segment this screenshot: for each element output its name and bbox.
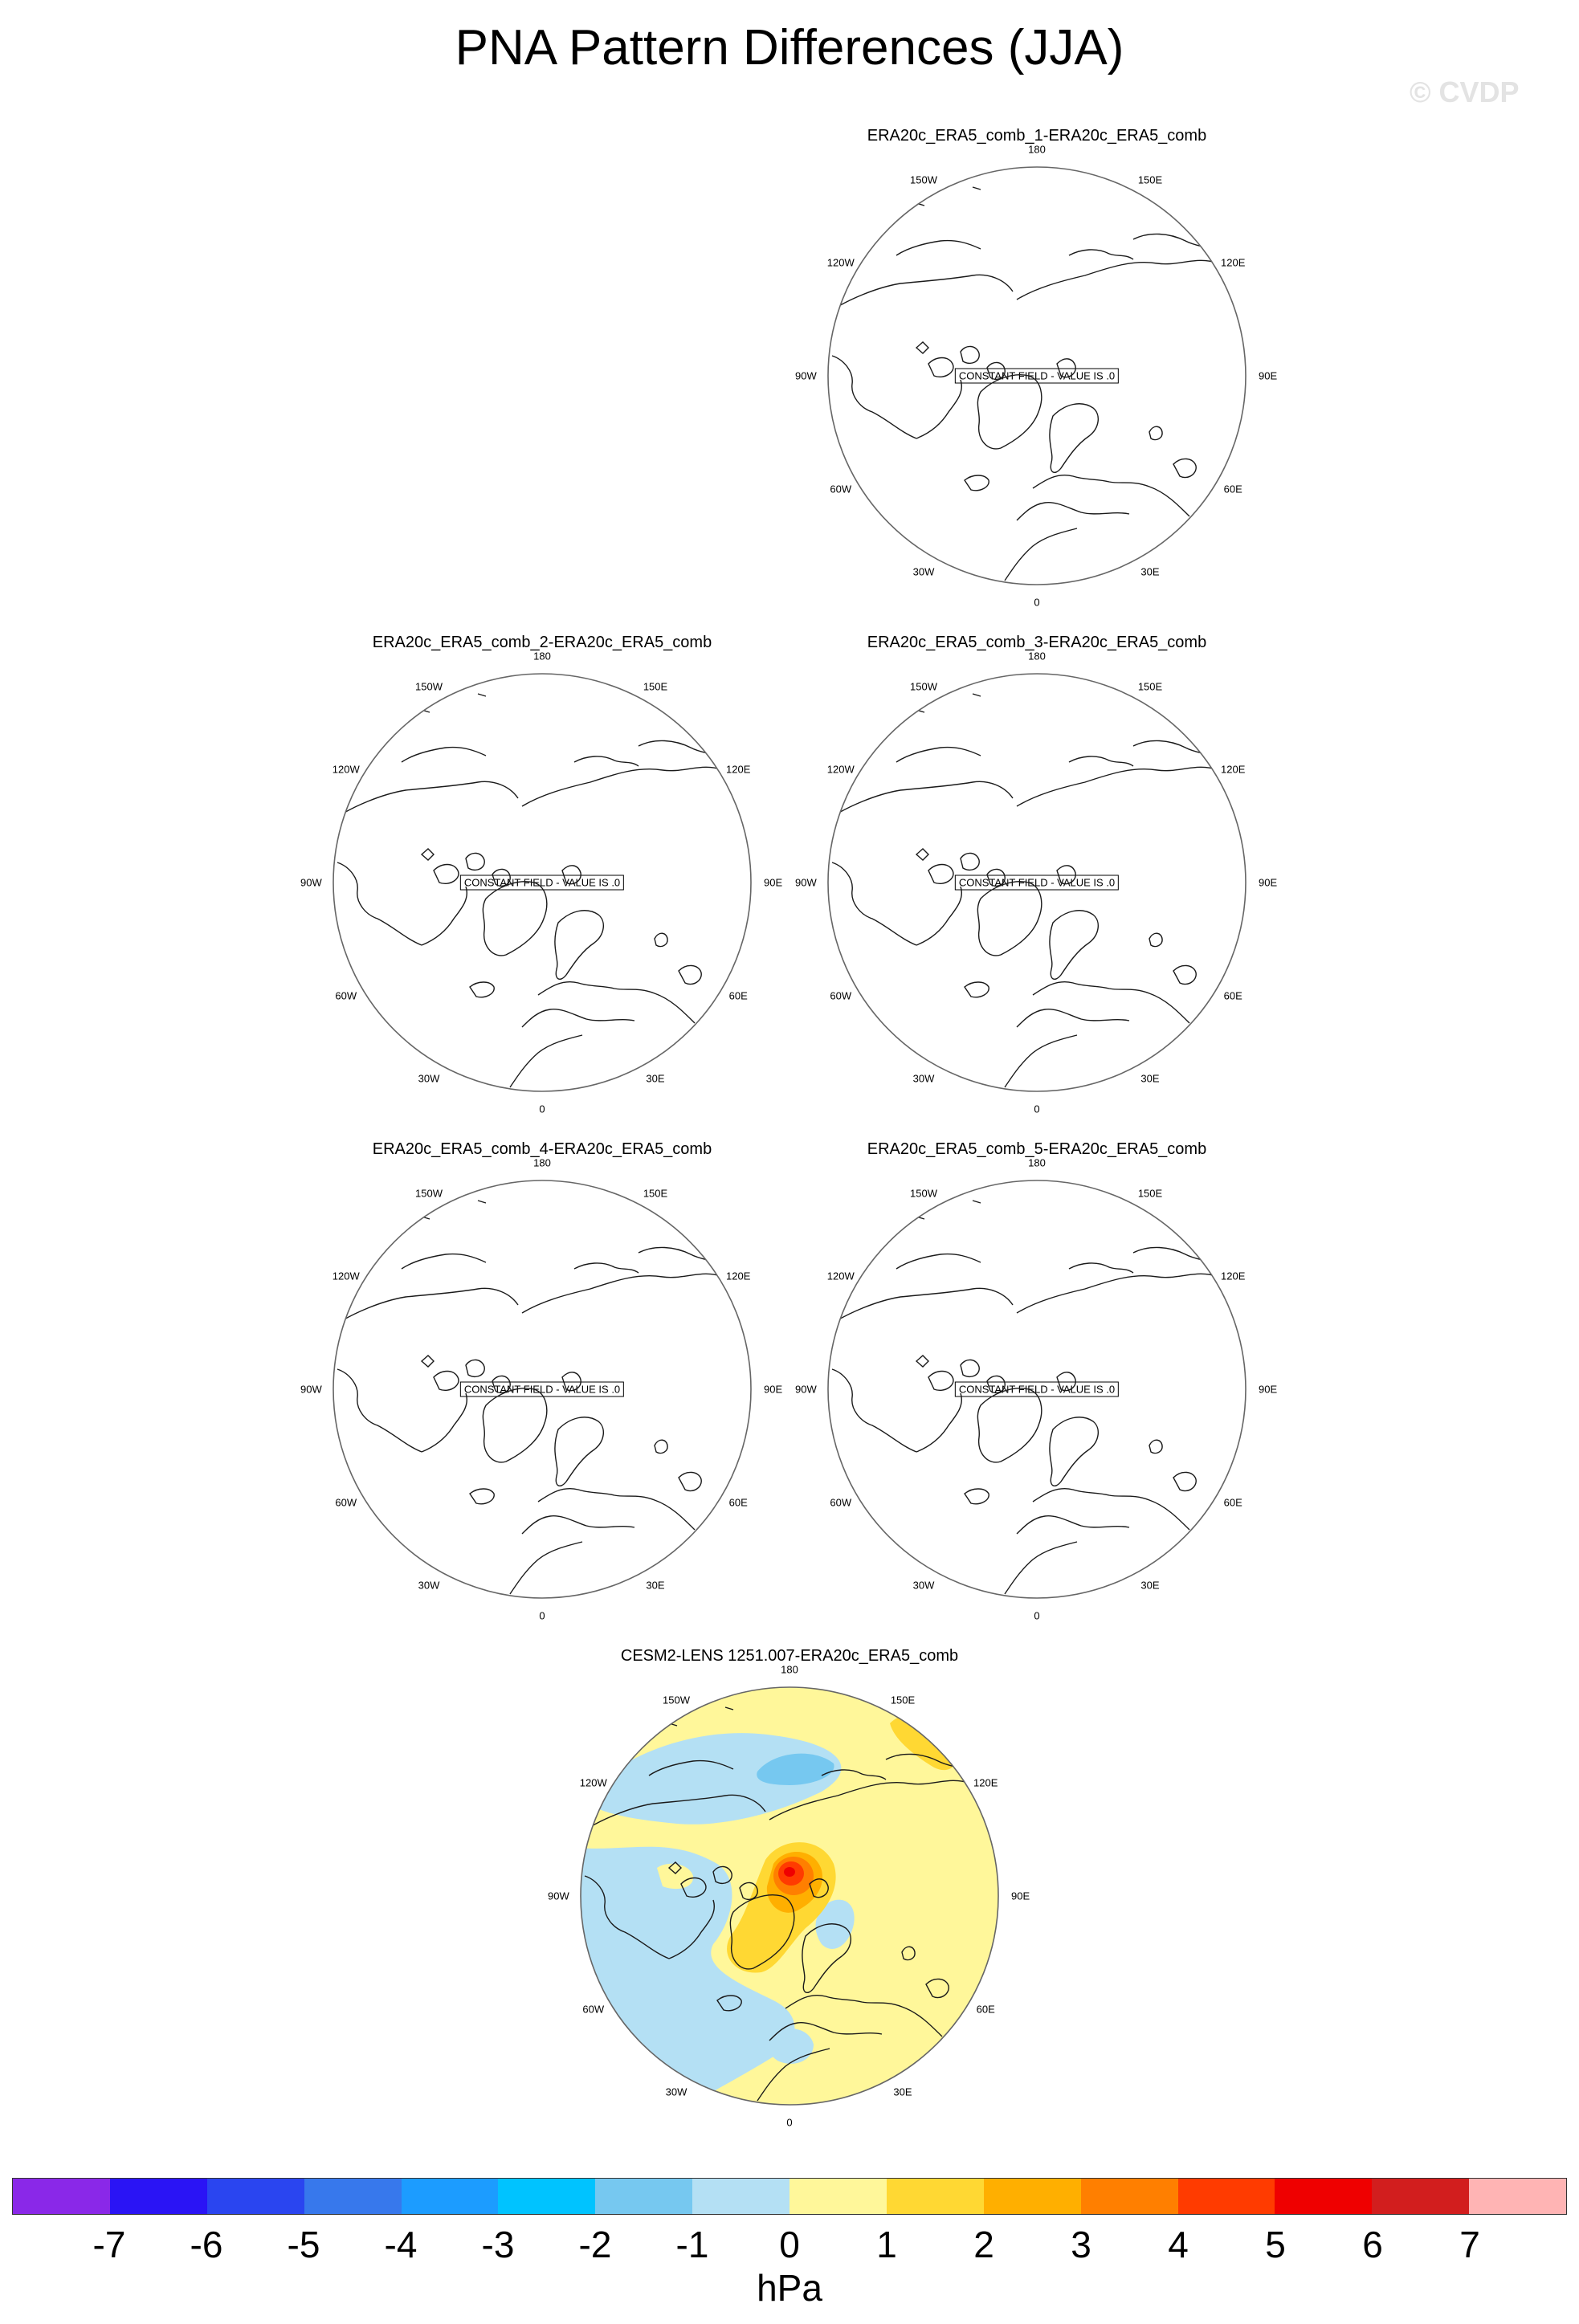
- longitude-label: 180: [533, 650, 551, 663]
- longitude-label: 180: [533, 1156, 551, 1169]
- longitude-label: 30W: [912, 1579, 935, 1592]
- colorbar-cell: [13, 2179, 110, 2214]
- longitude-label: 0: [539, 1609, 545, 1622]
- longitude-label: 150E: [890, 1694, 916, 1706]
- longitude-label: 150E: [1137, 1187, 1163, 1200]
- longitude-label: 60W: [830, 1496, 852, 1509]
- longitude-label: 30E: [646, 1579, 665, 1592]
- map-boundary: [828, 167, 1246, 585]
- colorbar-cell: [984, 2179, 1081, 2214]
- longitude-label: 90E: [764, 876, 783, 889]
- colorbar-cell: [498, 2179, 595, 2214]
- longitude-label: 150W: [910, 680, 937, 693]
- longitude-label: 60W: [335, 989, 357, 1002]
- map-boundary: [333, 674, 751, 1091]
- colorbar-cell: [110, 2179, 207, 2214]
- panel-title: ERA20c_ERA5_comb_3-ERA20c_ERA5_comb: [867, 634, 1207, 651]
- longitude-label: 120E: [973, 1776, 998, 1789]
- longitude-label: 30W: [665, 2085, 687, 2098]
- longitude-label: 150W: [415, 680, 443, 693]
- longitude-label: 150W: [910, 1187, 937, 1200]
- longitude-label: 90E: [1259, 1383, 1278, 1396]
- colorbar-cell: [595, 2179, 692, 2214]
- longitude-label: 120W: [826, 1270, 855, 1282]
- longitude-label: 120W: [826, 256, 855, 269]
- panel-title: ERA20c_ERA5_comb_5-ERA20c_ERA5_comb: [867, 1140, 1207, 1158]
- longitude-label: 30W: [418, 1579, 440, 1592]
- colorbar-cell: [1178, 2179, 1275, 2214]
- panel-title: ERA20c_ERA5_comb_2-ERA20c_ERA5_comb: [372, 634, 712, 651]
- polar-map-3: [828, 674, 1246, 1091]
- longitude-label: 0: [786, 2116, 793, 2129]
- longitude-label: 120W: [332, 763, 360, 776]
- longitude-label: 90W: [794, 1383, 817, 1396]
- polar-map-1: [828, 167, 1246, 585]
- colorbar-cell: [304, 2179, 402, 2214]
- panel-title: ERA20c_ERA5_comb_4-ERA20c_ERA5_comb: [372, 1140, 712, 1158]
- longitude-label: 150W: [910, 173, 937, 186]
- colorbar-cell: [887, 2179, 984, 2214]
- colorbar-tick-label: 2: [973, 2224, 994, 2265]
- colorbar-tick-label: -1: [675, 2224, 709, 2265]
- longitude-label: 150E: [1137, 173, 1163, 186]
- colorbar-tick-label: -2: [578, 2224, 612, 2265]
- longitude-label: 60E: [728, 1496, 748, 1509]
- longitude-label: 90W: [794, 876, 817, 889]
- colorbar-cell: [1469, 2179, 1566, 2214]
- longitude-label: 60W: [582, 2003, 605, 2016]
- colorbar-cell: [692, 2179, 790, 2214]
- longitude-label: 0: [1034, 1103, 1040, 1115]
- watermark-text: © CVDP: [1410, 75, 1520, 108]
- longitude-label: 90E: [1259, 369, 1278, 382]
- coastlines: [830, 694, 1244, 1087]
- longitude-label: 90W: [300, 876, 322, 889]
- longitude-label: 0: [1034, 596, 1040, 609]
- longitude-label: 150W: [663, 1694, 690, 1706]
- longitude-label: 180: [1028, 650, 1046, 663]
- colorbar-tick-label: -4: [384, 2224, 418, 2265]
- map-boundary: [828, 674, 1246, 1091]
- longitude-label: 60W: [830, 483, 852, 495]
- constant-field-label: CONSTANT FIELD - VALUE IS .0: [955, 875, 1119, 891]
- longitude-label: 30W: [912, 1072, 935, 1085]
- longitude-label: 60W: [830, 989, 852, 1002]
- constant-field-label: CONSTANT FIELD - VALUE IS .0: [460, 1382, 624, 1397]
- colorbar-tick-label: 7: [1459, 2224, 1480, 2265]
- colorbar-tick-label: -3: [481, 2224, 515, 2265]
- constant-field-label: CONSTANT FIELD - VALUE IS .0: [955, 369, 1119, 384]
- coastlines: [332, 1201, 749, 1594]
- longitude-label: 30E: [1140, 565, 1160, 578]
- longitude-label: 120E: [726, 763, 751, 776]
- longitude-label: 150E: [643, 1187, 668, 1200]
- colorbar-cell: [1081, 2179, 1178, 2214]
- panel-title: ERA20c_ERA5_comb_1-ERA20c_ERA5_comb: [867, 127, 1207, 145]
- longitude-label: 30E: [1140, 1072, 1160, 1085]
- longitude-label: 120W: [579, 1776, 607, 1789]
- longitude-label: 180: [1028, 1156, 1046, 1169]
- longitude-label: 90W: [547, 1890, 569, 1902]
- longitude-label: 0: [1034, 1609, 1040, 1622]
- polar-map-2: [333, 674, 751, 1091]
- page-title: PNA Pattern Differences (JJA): [455, 20, 1124, 75]
- longitude-label: 120E: [1221, 1270, 1246, 1282]
- colorbar-cell: [1372, 2179, 1469, 2214]
- longitude-label: 180: [781, 1663, 798, 1676]
- longitude-label: 60E: [1223, 989, 1242, 1002]
- longitude-label: 30W: [418, 1072, 440, 1085]
- colorbar-tick-label: -6: [190, 2224, 223, 2265]
- longitude-label: 30E: [646, 1072, 665, 1085]
- longitude-label: 120W: [826, 763, 855, 776]
- longitude-label: 30E: [1140, 1579, 1160, 1592]
- colorbar-tick-label: 0: [779, 2224, 800, 2265]
- coastlines: [830, 187, 1244, 581]
- longitude-label: 150E: [643, 680, 668, 693]
- colorbar-cell: [1275, 2179, 1372, 2214]
- coastlines: [332, 694, 749, 1087]
- longitude-label: 90E: [764, 1383, 783, 1396]
- colorbar-tick-label: 4: [1168, 2224, 1189, 2265]
- map-boundary: [828, 1180, 1246, 1598]
- colorbar-tick-label: 6: [1362, 2224, 1383, 2265]
- colorbar-tick-label: -5: [287, 2224, 320, 2265]
- coastlines: [830, 1201, 1244, 1594]
- colorbar-cell: [207, 2179, 304, 2214]
- colorbar-units: hPa: [757, 2267, 822, 2309]
- longitude-label: 180: [1028, 143, 1046, 156]
- longitude-label: 60E: [728, 989, 748, 1002]
- longitude-label: 60E: [1223, 483, 1242, 495]
- longitude-label: 120W: [332, 1270, 360, 1282]
- longitude-label: 60E: [976, 2003, 995, 2016]
- longitude-label: 60E: [1223, 1496, 1242, 1509]
- longitude-label: 0: [539, 1103, 545, 1115]
- longitude-label: 90E: [1011, 1890, 1030, 1902]
- constant-field-label: CONSTANT FIELD - VALUE IS .0: [955, 1382, 1119, 1397]
- longitude-label: 150W: [415, 1187, 443, 1200]
- longitude-label: 120E: [1221, 256, 1246, 269]
- longitude-label: 60W: [335, 1496, 357, 1509]
- polar-map-4: [333, 1180, 751, 1598]
- colorbar: [12, 2178, 1567, 2215]
- filled-contours: [549, 1687, 998, 2137]
- negative-region-south: [768, 2028, 814, 2064]
- longitude-label: 90E: [1259, 876, 1278, 889]
- colorbar-cell: [402, 2179, 499, 2214]
- colorbar-tick-label: -7: [92, 2224, 126, 2265]
- panel-title: CESM2-LENS 1251.007-ERA20c_ERA5_comb: [620, 1647, 959, 1665]
- longitude-label: 90W: [794, 369, 817, 382]
- colorbar-tick-label: 5: [1265, 2224, 1286, 2265]
- longitude-label: 120E: [1221, 763, 1246, 776]
- longitude-label: 90W: [300, 1383, 322, 1396]
- longitude-label: 30E: [893, 2085, 912, 2098]
- colorbar-tick-label: 1: [876, 2224, 897, 2265]
- constant-field-label: CONSTANT FIELD - VALUE IS .0: [460, 875, 624, 891]
- longitude-label: 150E: [1137, 680, 1163, 693]
- longitude-label: 30W: [912, 565, 935, 578]
- map-boundary: [333, 1180, 751, 1598]
- longitude-label: 120E: [726, 1270, 751, 1282]
- colorbar-tick-label: 3: [1071, 2224, 1091, 2265]
- polar-map-5: [828, 1180, 1246, 1598]
- colorbar-cell: [790, 2179, 887, 2214]
